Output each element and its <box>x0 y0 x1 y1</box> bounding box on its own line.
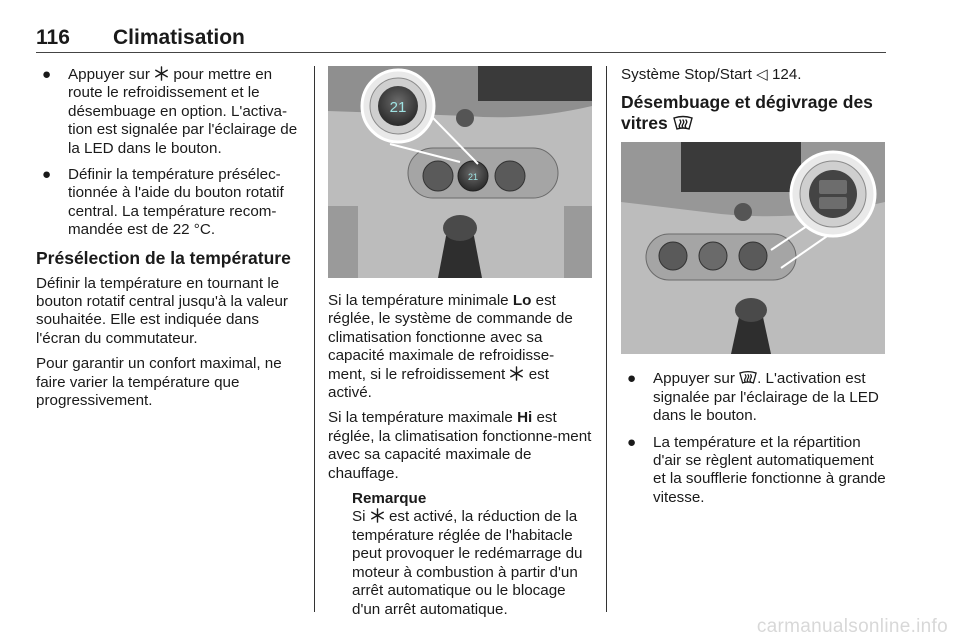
reference-text: Système Stop/Start <box>621 66 757 83</box>
paragraph: Pour garantir un confort maximal, ne faire varier la température que progressivement. <box>36 355 282 410</box>
chapter-title: Climatisation <box>113 26 245 49</box>
note-title: Remarque <box>352 490 427 508</box>
paragraph-text: est réglée, le système de commande de climatisation fonctionne avec sa capacité maximale de refroidisse-ment, si le refroidissement <box>328 292 573 383</box>
bullet-glyph: ● <box>627 433 637 451</box>
note-text: Si <box>352 508 370 526</box>
setting-hi: Hi <box>517 409 533 427</box>
note-body <box>352 508 592 618</box>
column-right <box>621 66 887 515</box>
column-left <box>36 66 298 418</box>
section-heading: Présélection de la température <box>36 247 291 268</box>
note-text: est activé, la réduction de la température réglée de l'habitacle peut provoquer le redémarrage du moteur à combustion à partir d'un arrêt automatique ou le blocage d'un arrêt automatique. <box>352 508 583 618</box>
bullet-text: Appuyer sur <box>68 66 155 83</box>
reference-arrow-icon: ◁ <box>756 66 768 83</box>
bullet-glyph: ● <box>42 166 52 184</box>
column-divider <box>606 66 607 612</box>
bullet-item <box>36 166 298 240</box>
note-box <box>328 490 592 619</box>
header-rule <box>36 52 886 53</box>
page-number: 116 <box>36 26 70 49</box>
windscreen-defrost-icon <box>739 370 757 385</box>
windscreen-defrost-icon <box>673 115 693 131</box>
climate-control-photo <box>328 66 592 278</box>
paragraph: Définir la température en tournant le bouton rotatif central jusqu'à la valeur souhaitée. Elle est indiquée dans l'écran du commutateur. <box>36 274 288 347</box>
paragraph-text: est réglée, la climatisation fonctionne-ment avec sa capacité maximale de chauffage. <box>328 409 592 482</box>
knob-display-large: 21 <box>389 99 407 116</box>
bullet-text: . L'activation est signalée par l'éclairage de la LED dans le bouton. <box>653 370 879 425</box>
defrost-control-photo <box>621 142 885 354</box>
paragraph-text: Si la température minimale <box>328 292 513 309</box>
bullet-text: Définir la température présélec-tionnée à l'aide du bouton rotatif central. La température recom-mandée est de 22 °C. <box>68 166 284 239</box>
bullet-text: Appuyer sur <box>653 370 740 388</box>
snowflake-icon <box>509 366 524 381</box>
paragraph <box>328 292 592 402</box>
bullet-item <box>36 66 298 158</box>
reference-page: 124. <box>767 66 802 83</box>
column-divider <box>314 66 315 612</box>
bullet-item <box>621 370 887 425</box>
bullet-text: pour mettre en route le refroidissement et le désembuage en option. L'activa-tion est signalée par l'éclairage de la LED dans le bouton. <box>68 66 298 157</box>
bullet-glyph: ● <box>627 370 637 388</box>
paragraph <box>328 409 592 483</box>
knob-display-small: 21 <box>467 172 479 182</box>
page-header <box>36 26 886 52</box>
bullet-glyph: ● <box>42 66 52 83</box>
snowflake-icon <box>370 508 385 523</box>
bullet-item <box>621 434 887 508</box>
paragraph-text: est activé. <box>328 365 549 402</box>
bullet-text: La température et la répartition d'air se règlent automatiquement et la soufflerie fonctionne à grande vitesse. <box>653 433 886 506</box>
watermark: carmanualsonline.info <box>756 616 948 637</box>
paragraph-text: Si la température maximale <box>328 409 518 427</box>
setting-lo: Lo <box>512 292 532 309</box>
column-middle <box>328 66 592 619</box>
cross-reference <box>621 66 887 84</box>
snowflake-icon <box>154 66 169 81</box>
section-heading <box>621 92 887 134</box>
section-heading-text: Désembuage et dégivrage des vitres <box>621 92 873 134</box>
